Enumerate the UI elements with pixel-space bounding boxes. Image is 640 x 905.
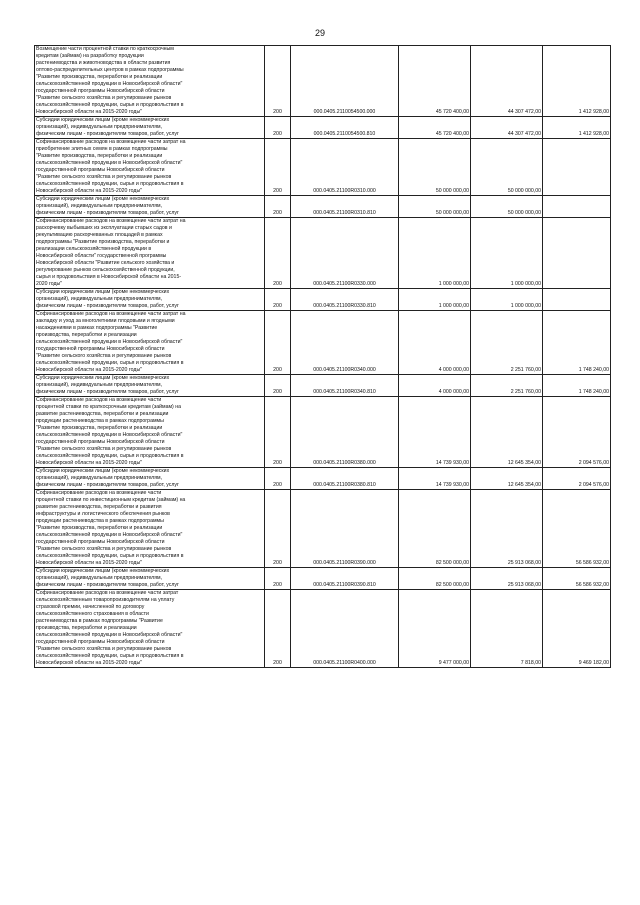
row-amount-planned: 4 000 000,00 [399,375,471,397]
row-classification-code: 000.0405.21100R0380.000 [291,397,399,468]
row-amount-remaining: 1 412 928,00 [543,117,611,139]
row-amount-remaining: 2 094 576,00 [543,468,611,490]
row-classification-code: 000.0405.21100R0330.810 [291,289,399,311]
row-amount-remaining [543,196,611,218]
row-amount-remaining: 1 748 240,00 [543,375,611,397]
row-description: Субсидии юридическим лицам (кроме некоммерческих организаций), индивидуальным предпринимателям, физическим лицам - производителям товаров, работ, услуг [35,468,265,490]
row-classification-code: 000.0405.21100R0340.000 [291,311,399,375]
row-amount-planned: 50 000 000,00 [399,196,471,218]
row-classification-code: 000.0405.21100R0310.810 [291,196,399,218]
row-amount-executed: 44 307 472,00 [471,117,543,139]
row-admin-code: 200 [265,289,291,311]
row-amount-planned: 1 000 000,00 [399,289,471,311]
row-classification-code: 000.0405.21100R0380.810 [291,468,399,490]
row-description: Софинансирование расходов на возмещение части процентной ставки по инвестиционным кредитам (займам) на развитие растениеводства, переработки и развития инфраструктуры и логистического обеспечения рынков продукции растениеводства в рамках подпрограммы "Развитие производства, переработки и реализации сельскохозяйственной продукции в Новосибирской области" государственной программы Новосибирской области "Развитие сельского хозяйства и регулирование рынков сельскохозяйственной продукции, сырья и продовольствия в Новосибирской области на 2015-2020 годы" [35,490,265,568]
row-admin-code: 200 [265,196,291,218]
row-amount-remaining [543,289,611,311]
row-amount-planned: 14 739 930,00 [399,468,471,490]
row-admin-code: 200 [265,117,291,139]
row-amount-planned: 82 500 000,00 [399,490,471,568]
row-description: Субсидии юридическим лицам (кроме некоммерческих организаций), индивидуальным предпринимателям, физическим лицам - производителям товаров, работ, услуг [35,568,265,590]
row-amount-remaining: 1 412 928,00 [543,46,611,117]
row-admin-code: 200 [265,490,291,568]
row-admin-code: 200 [265,218,291,289]
row-amount-executed: 7 818,00 [471,590,543,668]
row-amount-planned: 50 000 000,00 [399,139,471,196]
row-amount-remaining [543,218,611,289]
table-row [35,139,611,196]
row-amount-planned: 4 000 000,00 [399,311,471,375]
row-description: Софинансирование расходов на возмещение части процентной ставки по краткосрочным кредитам (займам) на развитие растениеводства, переработки и реализации продукции растениеводства в рамках подпрограммы "Развитие производства, переработки и реализации сельскохозяйственной продукции в Новосибирской области" государственной программы Новосибирской области "Развитие сельского хозяйства и регулирование рынков сельскохозяйственной продукции, сырья и продовольствия в Новосибирской области на 2015-2020 годы" [35,397,265,468]
table-row [35,468,611,490]
budget-table [34,45,611,668]
row-admin-code: 200 [265,46,291,117]
table-row [35,289,611,311]
row-amount-planned: 1 000 000,00 [399,218,471,289]
row-amount-executed: 25 913 068,00 [471,568,543,590]
row-description: Софинансирование расходов на возмещение части затрат на раскорчевку выбывших из эксплуатации старых садов и рекультивацию раскорчеванных площадей в рамках подпрограммы "Развитие производства, переработки и реализации сельскохозяйственной продукции в Новосибирской области" государственной программы Новосибирской области "Развитие сельского хозяйства и регулирование рынков сельскохозяйственной продукции, сырья и продовольствия в Новосибирской области на 2015- 2020 годы" [35,218,265,289]
row-amount-executed: 12 645 354,00 [471,468,543,490]
row-classification-code: 000.0405.21100R0390.000 [291,490,399,568]
row-classification-code: 000.0405.21100R0400.000 [291,590,399,668]
table-row [35,375,611,397]
budget-table-body [35,46,611,668]
row-admin-code: 200 [265,375,291,397]
row-description: Софинансирование расходов на возмещение части затрат на закладку и уход за многолетними плодовыми и ягодными насаждениями в рамках подпрограммы "Развитие производства, переработки и реализации сельскохозяйственной продукции в Новосибирской области" государственной программы Новосибирской области "Развитие сельского хозяйства и регулирование рынков сельскохозяйственной продукции, сырья и продовольствия в Новосибирской области на 2015-2020 годы" [35,311,265,375]
row-amount-remaining: 1 748 240,00 [543,311,611,375]
row-admin-code: 200 [265,568,291,590]
table-row [35,196,611,218]
row-admin-code: 200 [265,139,291,196]
row-amount-executed: 1 000 000,00 [471,218,543,289]
row-amount-remaining: 9 469 182,00 [543,590,611,668]
row-description: Софинансирование расходов на возмещение части затрат на приобретение элитных семян в рамках подпрограммы "Развитие производства, переработки и реализации сельскохозяйственной продукции в Новосибирской области" государственной программы Новосибирской области "Развитие сельского хозяйства и регулирование рынков сельскохозяйственной продукции, сырья и продовольствия в Новосибирской области на 2015-2020 годы" [35,139,265,196]
row-description: Субсидии юридическим лицам (кроме некоммерческих организаций), индивидуальным предпринимателям, физическим лицам - производителям товаров, работ, услуг [35,117,265,139]
row-admin-code: 200 [265,468,291,490]
row-classification-code: 000.0405.21100R0340.810 [291,375,399,397]
row-classification-code: 000.0405.21100R0390.810 [291,568,399,590]
table-row [35,397,611,468]
page-number: 29 [314,28,325,38]
row-classification-code: 000.0405.21100R0330.000 [291,218,399,289]
row-amount-executed: 2 251 760,00 [471,375,543,397]
table-row [35,117,611,139]
row-amount-executed: 12 645 354,00 [471,397,543,468]
row-amount-executed: 2 251 760,00 [471,311,543,375]
row-amount-remaining: 56 586 932,00 [543,568,611,590]
row-amount-planned: 14 739 930,00 [399,397,471,468]
table-row [35,568,611,590]
row-amount-planned: 45 720 400,00 [399,46,471,117]
row-amount-planned: 82 500 000,00 [399,568,471,590]
row-admin-code: 200 [265,590,291,668]
table-row [35,46,611,117]
table-row [35,218,611,289]
table-row [35,590,611,668]
row-admin-code: 200 [265,397,291,468]
row-amount-remaining: 56 586 932,00 [543,490,611,568]
table-row [35,311,611,375]
table-row [35,490,611,568]
row-amount-executed: 25 913 068,00 [471,490,543,568]
row-description: Софинансирование расходов на возмещение части затрат сельскохозяйственным товаропроизводителям на уплату страховой премии, начисленной по договору сельскохозяйственного страхования в области растениеводства в рамках подпрограммы "Развитие производства, переработки и реализации сельскохозяйственной продукции в Новосибирской области" государственной программы Новосибирской области "Развитие сельского хозяйства и регулирование рынков сельскохозяйственной продукции, сырья и продовольствия в Новосибирской области на 2015-2020 годы" [35,590,265,668]
row-classification-code: 000.0405.21100R0310.000 [291,139,399,196]
row-amount-executed: 50 000 000,00 [471,196,543,218]
row-classification-code: 000.0405.2110054500.810 [291,117,399,139]
row-description: Субсидии юридическим лицам (кроме некоммерческих организаций), индивидуальным предпринимателям, физическим лицам - производителям товаров, работ, услуг [35,196,265,218]
row-amount-planned: 45 720 400,00 [399,117,471,139]
row-amount-executed: 50 000 000,00 [471,139,543,196]
row-description: Субсидии юридическим лицам (кроме некоммерческих организаций), индивидуальным предпринимателям, физическим лицам - производителям товаров, работ, услуг [35,289,265,311]
row-description: Субсидии юридическим лицам (кроме некоммерческих организаций), индивидуальным предпринимателям, физическим лицам - производителям товаров, работ, услуг [35,375,265,397]
row-amount-remaining [543,139,611,196]
row-amount-executed: 1 000 000,00 [471,289,543,311]
row-admin-code: 200 [265,311,291,375]
row-description: Возмещение части процентной ставки по краткосрочным кредитам (займам) на разработку продукции растениеводства и животноводства в области развития оптово-распределительных центров в рамках подпрограммы "Развитие производства, переработки и реализации сельскохозяйственной продукции в Новосибирской области" государственной программы Новосибирской области "Развитие сельского хозяйства и регулирование рынков сельскохозяйственной продукции, сырья и продовольствия в Новосибирской области на 2015-2020 годы" [35,46,265,117]
row-amount-executed: 44 307 472,00 [471,46,543,117]
row-amount-remaining: 2 094 576,00 [543,397,611,468]
row-amount-planned: 9 477 000,00 [399,590,471,668]
row-classification-code: 000.0405.2110054500.000 [291,46,399,117]
